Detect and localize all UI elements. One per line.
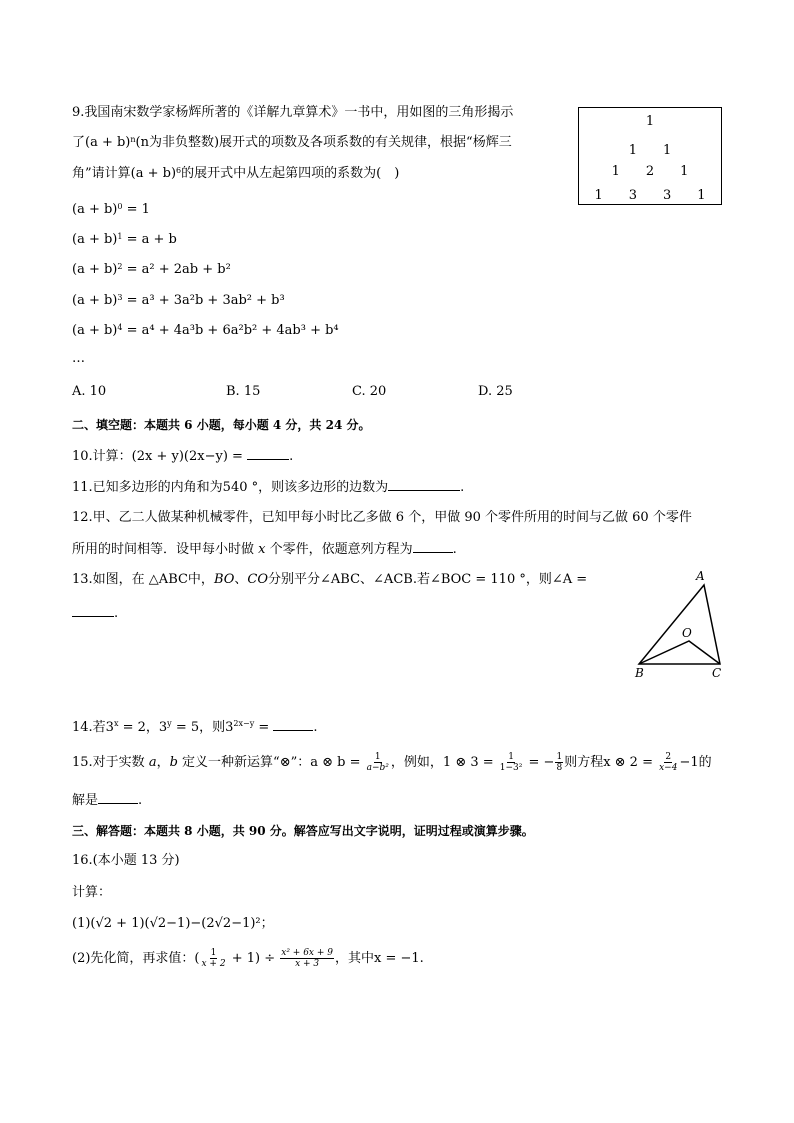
vertex-b-label: B [635, 666, 644, 680]
expansion-row: $(a + b)^2 = a^2 + 2ab + b^2$ [72, 262, 231, 277]
point-o-label: O [682, 626, 692, 640]
q16-part1: (1)(√2 + 1)(√2−1)−(2√2−1)²； [72, 916, 274, 931]
triangle-abc [639, 585, 720, 664]
ellipsis: … [72, 351, 85, 366]
pascal-triangle-figure [578, 107, 722, 205]
q16-head: 16.(本小题 13 分) [72, 853, 180, 868]
expansion-row: $(a + b)^3 = a^3 + 3a^2b + 3ab^2 + b^3$ [72, 293, 285, 308]
fraction: $\frac{1}{x + 2}$ [201, 948, 226, 969]
pascal-row: 1 3 3 1 [594, 188, 706, 203]
fraction: $\frac{1}{\text{a−b²}}$ [366, 752, 389, 773]
option-d: D. 25 [478, 384, 513, 399]
pascal-row: 1 1 [628, 143, 672, 158]
pascal-row: 1 2 1 [611, 164, 689, 179]
answer-blank [273, 718, 313, 731]
fraction: $\frac{1}{8}$ [556, 752, 563, 773]
q9-line2: 了$(a + b)^n(n$为非负整数)展开式的项数及各项系数的有关规律，根据“杨辉三 [72, 135, 512, 150]
q14: 14.若$3^x = 2$，$3^y = 5$，则$3^{2x-y}$ = . [72, 719, 318, 735]
pascal-row: 1 [645, 114, 655, 129]
q12-line2: 所用的时间相等．设甲每小时做 x 个零件，依题意列方程为 . [72, 542, 457, 557]
q10: 10.计算：(2x + y)(2x−y) = . [72, 449, 294, 464]
answer-blank [247, 447, 289, 460]
answer-blank [388, 478, 460, 491]
q9-line1: 9.我国南宋数学家杨辉所著的《详解九章算术》一书中，用如图的三角形揭示 [72, 105, 514, 120]
q16-part2: (2)先化简，再求值：( $\frac{1}{x + 2}$ + 1) ÷ $\frac{\text{x² + 6x + 9}}{x + 3}$ ，其中x = −1. [72, 948, 424, 969]
q15-line2: 解是 . [72, 793, 143, 808]
fraction: $\frac{\text{x² + 6x + 9}}{x + 3}$ [281, 948, 333, 969]
option-a: A. 10 [72, 384, 107, 399]
answer-blank [72, 604, 114, 617]
option-b: B. 15 [226, 384, 261, 399]
q13-line2: . [72, 604, 118, 623]
option-c: C. 20 [352, 384, 387, 399]
answer-blank [98, 791, 138, 804]
fraction: $\frac{2}{x-4}$ [659, 752, 678, 773]
vertex-c-label: C [712, 666, 722, 680]
q16-calc: 计算： [72, 885, 112, 900]
answer-blank [413, 540, 453, 553]
section-2-title: 二、填空题：本题共 6 小题，每小题 4 分，共 24 分。 [72, 418, 371, 432]
angle-bisectors [639, 641, 720, 664]
q12-line1: 12.甲、乙二人做某种机械零件，已知甲每小时比乙多做 6 个，甲做 90 个零件所用的时间与乙做 60 个零件 [72, 510, 692, 525]
expansion-row: $(a + b)^1 = a + b$ [72, 232, 177, 247]
section-3-title: 三、解答题：本题共 8 小题，共 90 分。解答应写出文字说明，证明过程或演算步骤。 [72, 824, 534, 838]
q9-line3: 角”请计算$(a + b)^6$的展开式中从左起第四项的系数为( ) [72, 166, 400, 181]
expansion-row: $(a + b)^0 = 1$ [72, 202, 150, 217]
fraction: $\frac{1}{\text{1−3²}}$ [499, 752, 523, 773]
q15-line1: 15.对于实数 a，b 定义一种新运算“⊗”：a ⊗ b = $\frac{1}{\text{a−b²}}$ ，例如，1 ⊗ 3 = $\frac{1}{\text{1−3²}}$ = − $\frac{1}{8}$ 则方程x ⊗ 2 = $\frac{2}{x-4}$ −1的 [72, 752, 712, 773]
q11: 11.已知多边形的内角和为540 °，则该多边形的边数为 . [72, 480, 465, 495]
vertex-a-label: A [696, 569, 705, 583]
q13-line1: 13.如图，在 △ABC中，BO、CO分别平分∠ABC、∠ACB.若∠BOC = 110 °，则∠A = [72, 572, 588, 587]
expansion-row: $(a + b)^4 = a^4 + 4a^3b + 6a^2b^2 + 4ab^3 + b^4$ [72, 323, 339, 338]
